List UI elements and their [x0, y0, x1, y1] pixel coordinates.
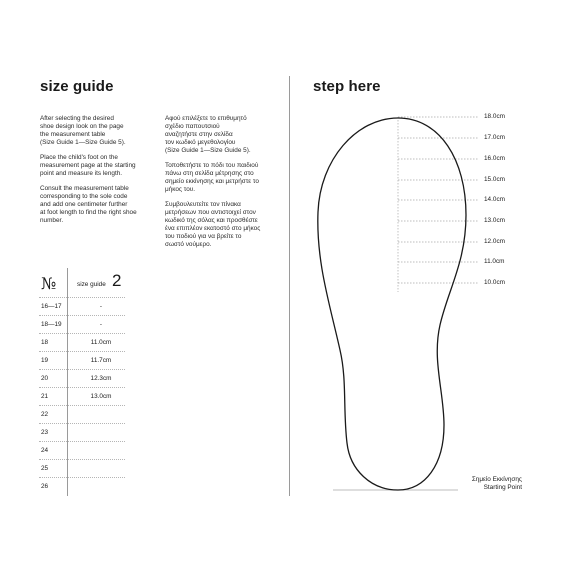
english-paragraph-1: After selecting the desired shoe design look on the page the measurement table (Size Guide 1—Size Guide 5). — [40, 115, 126, 146]
length-cell: - — [99, 321, 103, 328]
starting-point-greek: Σημείο Εκκίνησης — [471, 476, 522, 483]
number-symbol: № — [41, 274, 57, 293]
ruler-label-13cm: 13.0cm — [484, 217, 505, 224]
length-cell: 13.0cm — [90, 393, 112, 400]
english-paragraph-2: Place the child's foot on the measurement page at the starting point and measure its length. — [40, 154, 136, 177]
size-cell: 19 — [41, 357, 49, 364]
foot-sole-outline — [318, 118, 466, 490]
step-here-title: step here — [313, 78, 381, 95]
length-cell: 12.3cm — [90, 375, 112, 382]
length-cell: 11.7cm — [90, 357, 112, 364]
size-guide-title: size guide — [40, 78, 114, 95]
size-cell: 26 — [41, 483, 49, 490]
ruler-label-15cm: 15.0cm — [484, 176, 505, 183]
ruler-label-12cm: 12.0cm — [484, 238, 505, 245]
starting-point-label — [440, 476, 522, 492]
english-paragraph-3: Consult the measurement table corresponding to the sole code and add one centimeter further at foot length to find the right shoe number. — [40, 185, 137, 224]
greek-paragraph-3: Συμβουλευτείτε τον πίνακα μετρήσεων που αντιστοιχεί στον κωδικό της σόλας και προσθέστε ένα επιπλέον εκατοστό στο μήκος του ποδιού για να βρείτε το σωστό νούμερο. — [165, 201, 261, 248]
length-cell: 11.0cm — [90, 339, 112, 346]
size-cell: 18 — [41, 339, 49, 346]
ruler-label-11cm: 11.0cm — [484, 258, 505, 265]
ruler-label-10cm: 10.0cm — [484, 279, 505, 286]
size-cell: 24 — [41, 447, 49, 454]
size-cell: 22 — [41, 411, 49, 418]
length-cell: - — [99, 303, 103, 310]
size-cell: 23 — [41, 429, 49, 436]
size-cell: 25 — [41, 465, 49, 472]
greek-paragraph-1: Αφού επιλέξετε το επιθυμητό σχέδιο παπουτσιού αναζητήστε στην σελίδα τον κωδικό μεγεθολογίου (Size Guide 1—Size Guide 5). — [165, 115, 251, 154]
ruler-label-16cm: 16.0cm — [484, 155, 505, 162]
size-cell: 18—19 — [41, 321, 62, 328]
size-cell: 20 — [41, 375, 49, 382]
size-guide-number: 2 — [112, 271, 122, 290]
ruler-label-17cm: 17.0cm — [484, 134, 505, 141]
starting-point-english: Starting Point — [483, 484, 522, 491]
greek-paragraph-2: Τοποθετήστε το πόδι του παιδιού πάνω στη σελίδα μέτρησης στο σημείο εκκίνησης και μετρήστε το μήκος του. — [165, 162, 259, 193]
size-cell: 16—17 — [41, 303, 62, 310]
ruler-label-14cm: 14.0cm — [484, 196, 505, 203]
size-guide-label: size guide — [77, 281, 106, 288]
ruler-label-18cm: 18.0cm — [484, 113, 505, 120]
size-cell: 21 — [41, 393, 49, 400]
